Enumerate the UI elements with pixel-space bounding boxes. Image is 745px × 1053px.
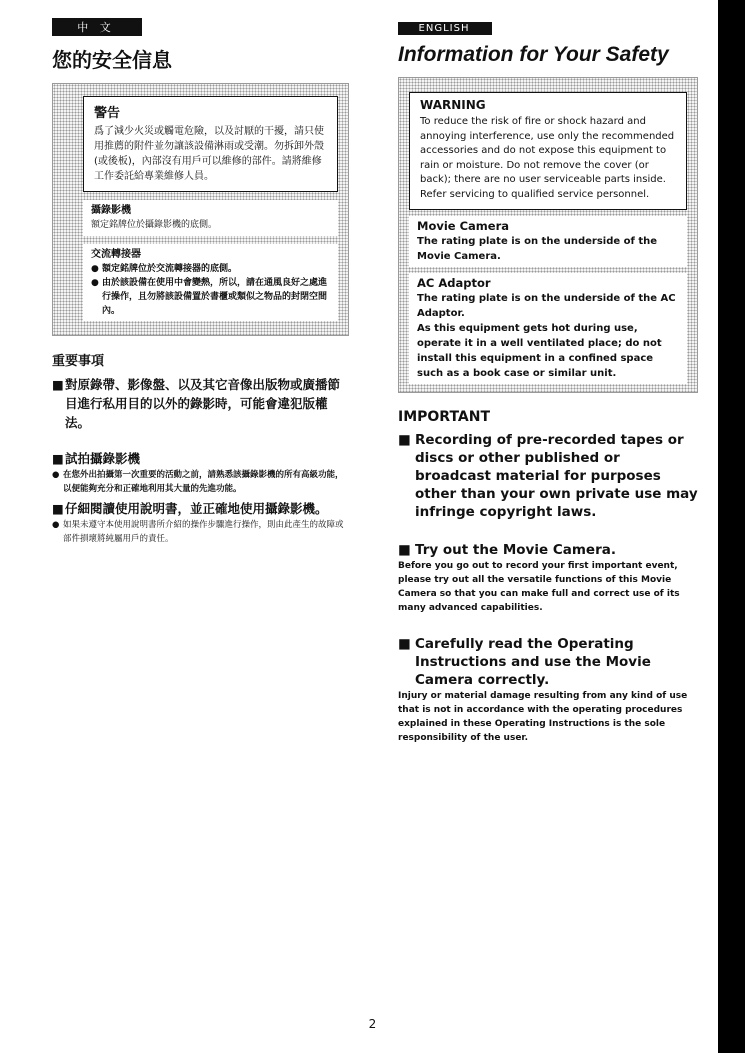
important-item-2-chinese: ■ 試拍攝錄影機 <box>52 451 141 466</box>
important-item-3-english: ■ Carefully read the Operating Instructions and use the Movie Camera correctly. <box>398 636 651 688</box>
safety-box-chinese <box>52 83 349 336</box>
page-title-chinese: 您的安全信息 <box>52 48 172 72</box>
important-title-chinese: 重要事項 <box>52 354 105 369</box>
camera-note-chinese <box>83 200 338 236</box>
important-item-2-bullet-chinese: ● 在您外出拍攝第一次重要的活動之前，請熟悉該攝錄影機的所有高級功能，以便能夠充分和正確地利用其大量的先進功能。 <box>52 470 344 494</box>
page-number: 2 <box>368 1017 377 1031</box>
page-title-english: Information for Your Safety <box>398 43 669 66</box>
important-item-3-bullet-chinese: ● 如果未遵守本使用說明書所介紹的操作步驟進行操作，則由此產生的故障或部件損壞將純屬用戶的責任。 <box>52 520 344 544</box>
square-bullet-icon: ■ <box>398 636 411 652</box>
english-column <box>398 16 698 745</box>
camera-text-chinese: 額定銘牌位於攝錄影機的底側。 <box>91 220 218 230</box>
adaptor-title-english: AC Adaptor <box>417 276 491 290</box>
adaptor-title-chinese: 交流轉接器 <box>91 249 141 260</box>
important-item-2-english: ■ Try out the Movie Camera. <box>398 542 616 558</box>
warning-title-chinese: 警告 <box>94 106 121 121</box>
important-item-2-body-english: Before you go out to record your first important event, please try out all the versatile functions of this Movie Camera so that you can make full and correct use of its many advanced capabilities. <box>398 561 680 613</box>
important-item-1-chinese: ■ 對原錄帶、影像盤、以及其它音像出版物或廣播節目進行私用目的以外的錄影時，可能會違犯版權法。 <box>52 377 341 430</box>
square-bullet-icon: ■ <box>398 542 411 558</box>
camera-title-chinese: 攝錄影機 <box>91 205 131 216</box>
adaptor-note-english <box>409 273 687 384</box>
important-item-3-chinese: ■ 仔細閱讀使用說明書，並正確地使用攝錄影機。 <box>52 501 328 516</box>
warning-text-chinese: 爲了減少火災或觸電危險，以及討厭的干擾，請只使用推薦的附件並勿讓該設備淋雨或受潮。勿拆卸外殼(或後板)，內部沒有用戶可以維修的部件。請將維修工作委託給專業維修人員。 <box>94 126 324 182</box>
camera-note-english <box>409 216 687 267</box>
square-bullet-icon: ■ <box>52 501 64 516</box>
chinese-column <box>52 16 349 546</box>
warning-box-english <box>409 92 687 210</box>
bullet-dot-icon: ● <box>91 278 99 288</box>
important-section-chinese <box>52 350 349 546</box>
safety-box-english <box>398 77 698 393</box>
adaptor-note-chinese <box>83 244 338 321</box>
warning-text-english: To reduce the risk of fire or shock hazard and annoying interference, use only the recommended accessories and do not expose this equipment to rain or moisture. Do not remove the cover (or back); there are no user serviceable parts inside. Refer servicing to qualified service personnel. <box>420 116 675 200</box>
bullet-dot-icon: ● <box>52 470 60 480</box>
camera-title-english: Movie Camera <box>417 219 509 233</box>
square-bullet-icon: ■ <box>52 451 64 466</box>
important-section-english <box>398 409 698 745</box>
bullet-dot-icon: ● <box>52 520 60 530</box>
important-item-3-body-english: Injury or material damage resulting from any kind of use that is not in accordance with the operating procedures explained in these Operating Instructions is the sole responsibility of the user. <box>398 691 688 743</box>
language-tag-chinese: 中 文 <box>52 18 142 36</box>
page-edge-bar <box>718 0 745 1053</box>
camera-text-english: The rating plate is on the underside of the Movie Camera. <box>417 236 658 262</box>
adaptor-bullet-1-chinese: ● 額定銘牌位於交流轉接器的底側。 <box>91 264 238 274</box>
adaptor-text-1-english: The rating plate is on the underside of the AC Adaptor. <box>417 293 676 319</box>
important-item-1-english: ■ Recording of pre-recorded tapes or discs or other published or broadcast material for purposes other than your own private use may infringe copyright laws. <box>398 432 698 520</box>
warning-box-chinese <box>83 96 338 192</box>
adaptor-bullet-2-chinese: ● 由於該設備在使用中會變熱，所以，請在通風良好之處進行操作，且勿將該設備置於書櫃或類似之物品的封閉空間內。 <box>91 278 328 316</box>
bullet-dot-icon: ● <box>91 264 99 274</box>
square-bullet-icon: ■ <box>52 377 64 392</box>
square-bullet-icon: ■ <box>398 432 411 448</box>
important-title-english: IMPORTANT <box>398 409 491 425</box>
adaptor-text-2-english: As this equipment gets hot during use, operate it in a well ventilated place; do not install this equipment in a confined space such as a book case or similar unit. <box>417 323 662 379</box>
language-tag-english: ENGLISH <box>398 22 492 35</box>
warning-title-english: WARNING <box>420 98 486 112</box>
